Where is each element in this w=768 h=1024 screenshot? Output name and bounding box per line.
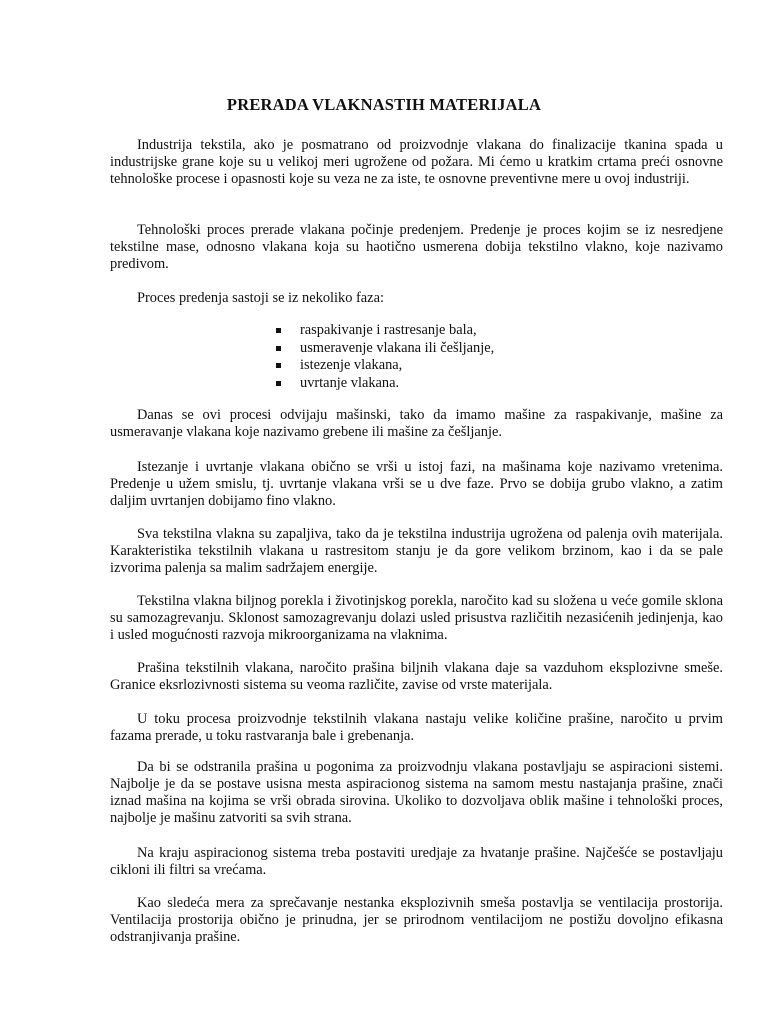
square-bullet-icon	[276, 363, 281, 368]
paragraph-self-heating: Tekstilna vlakna biljnog porekla i životinjskog porekla, naročito kad su složena u veće gomile sklona su samozagrevanju. Sklonost samozagrevanju dolazi usled prisustva različitih nezasićenih jedinjenja, kao i usled mogućnosti razvoja mikroorganizama na vlaknima.	[110, 593, 723, 643]
paragraph-dust-explosive: Prašina tekstilnih vlakana, naročito prašina biljnih vlakana daje sa vazduhom eksplozivne smeše. Granice eksrlozivnosti sistema su veoma različite, zavise od vrste materijala.	[110, 660, 723, 693]
paragraph-machines: Danas se ovi procesi odvijaju mašinski, tako da imamo mašine za raspakivanje, mašine za usmeravanje vlakana koje nazivamo grebene ili mašine za češljanje.	[110, 407, 723, 440]
paragraph-ventilation: Kao sledeća mera za sprečavanje nestanka eksplozivnih smeša postavlja se ventilacija prostorija. Ventilacija prostorija obično je prinudna, jer se prirodnom ventilacijom ne postižu dovoljno efikasna odstranjivanja prašine.	[110, 895, 723, 945]
paragraph-phases-intro: Proces predenja sastoji se iz nekoliko faza:	[137, 290, 384, 306]
paragraph-process-start: Tehnološki proces prerade vlakana počinje predenjem. Predenje je proces kojim se iz nesredjene tekstilne mase, odnosno vlakana koja su haotično usmerena dobija tekstilno vlakno, koje nazivamo predivom.	[110, 222, 723, 272]
paragraph-twisting: Istezanje i uvrtanje vlakana obično se vrši u istoj fazi, na mašinama koje nazivamo vretenima. Predenje u užem smislu, tj. uvrtanje vlakana vrši se u dve faze. Prvo se dobija grubo vlakno, a zatim daljim uvrtanjen dobijamo fino vlakno.	[110, 459, 723, 509]
phases-list	[276, 322, 494, 392]
square-bullet-icon	[276, 346, 281, 351]
paragraph-flammability: Sva tekstilna vlakna su zapaljiva, tako da je tekstilna industrija ugrožena od palenja ovih materijala. Karakteristika tekstilnih vlakana u rastresitom stanju je da gore velikom brzinom, kao i da se pale izvorima palenja sa malim sadržajem energije.	[110, 526, 723, 576]
list-item-text: raspakivanje i rastresanje bala,	[300, 322, 477, 338]
paragraph-cyclones: Na kraju aspiracionog sistema treba postaviti uredjaje za hvatanje prašine. Najčešće se postavljaju cikloni ili filtri sa vrećama.	[110, 845, 723, 878]
paragraph-intro: Industrija tekstila, ako je posmatrano od proizvodnje vlakana do finalizacije tkanina spada u industrijske grane koje su u velikoj meri ugrožene od požara. Mi ćemo u kratkim crtama preći osnovne tehnološke procese i opasnosti koje su veza ne za iste, te osnovne preventivne mere u ovoj industriji.	[110, 137, 723, 187]
list-item-text: usmeravenje vlakana ili češljanje,	[300, 339, 495, 356]
paragraph-dust-quantity: U toku procesa proizvodnje tekstilnih vlakana nastaju velike količine prašine, naročito u prvim fazama prerade, u toku rastvaranja bale i grebenanja.	[110, 711, 723, 744]
paragraph-aspiration: Da bi se odstranila prašina u pogonima za proizvodnju vlakana postavljaju se aspiracioni sistemi. Najbolje je da se postave usisna mesta aspiracionog sistema na samom mestu nastajanja prašine, znači iznad mašina na kojima se vrši obrada sirovina. Ukoliko to dozvoljava oblik mašine i tehnološki proces, najbolje je mašinu zatvoriti sa svih strana.	[110, 759, 723, 826]
list-item	[276, 340, 494, 358]
list-item	[276, 375, 494, 393]
list-item-text: uvrtanje vlakana.	[300, 374, 400, 391]
document-title: PRERADA VLAKNASTIH MATERIJALA	[226, 95, 542, 114]
square-bullet-icon	[276, 381, 281, 386]
list-item	[276, 357, 494, 375]
list-item-text: istezenje vlakana,	[300, 357, 403, 373]
square-bullet-icon	[276, 328, 281, 333]
list-item	[276, 322, 494, 340]
